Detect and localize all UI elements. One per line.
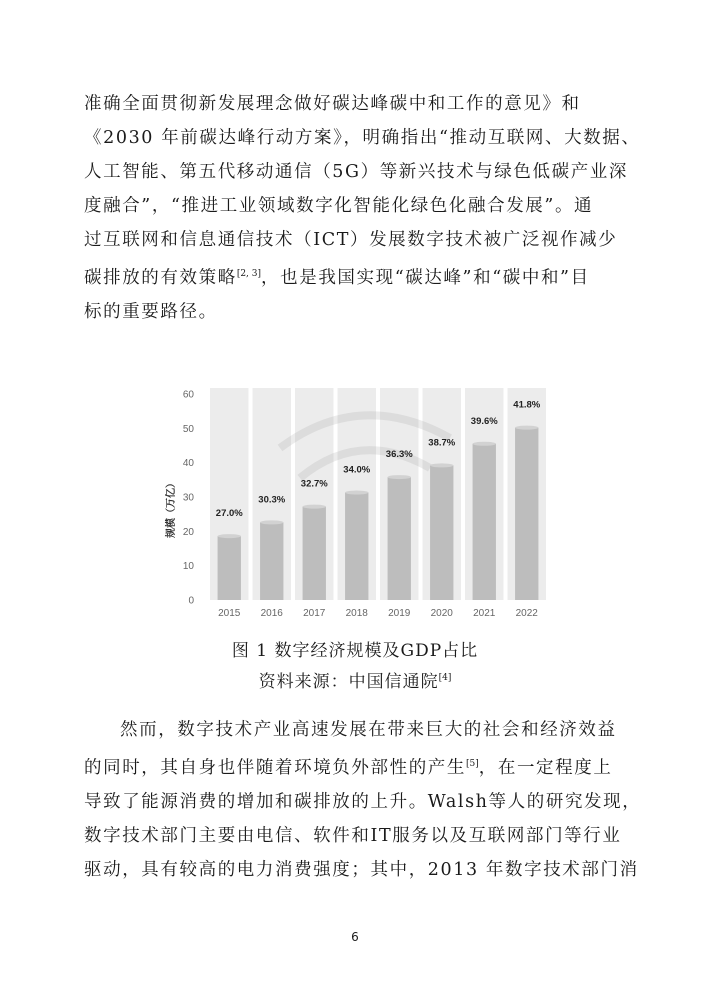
page-number: 6 <box>351 930 359 944</box>
bar-2018 <box>345 493 368 600</box>
share-label-2019: 36.3% <box>385 449 413 461</box>
bar-2020 <box>430 465 453 600</box>
bar-2021 <box>473 444 496 600</box>
y-tick-label: 60 <box>182 389 194 401</box>
y-tick-label: 10 <box>182 561 194 573</box>
share-label-2022: 41.8% <box>513 399 541 411</box>
text-line: 导致了能源消费的增加和碳排放的上升。Walsh等人的研究发现， <box>84 792 642 812</box>
x-tick-label: 2021 <box>473 608 496 619</box>
citation-ref[interactable]: [4] <box>438 673 452 683</box>
text-line: 碳排放的有效策略[2, 3]，也是我国实现“碳达峰”和“碳中和”目 <box>84 268 590 288</box>
text-line: 度融合”，“推进工业领域数字化智能化绿色化融合发展”。通 <box>84 196 594 216</box>
text-line: 标的重要路径。 <box>84 302 218 322</box>
figure-source: 资料来源：中国信通院[4] <box>258 672 452 692</box>
paragraph-1 <box>84 87 641 329</box>
bar-2019 <box>388 477 411 600</box>
bar-top <box>260 520 283 524</box>
bar-top <box>473 442 496 446</box>
bar-top <box>388 475 411 479</box>
citation-ref[interactable]: [5] <box>466 759 479 769</box>
bar-top <box>515 426 538 430</box>
x-tick-label: 2016 <box>260 608 283 619</box>
bar-top <box>218 534 241 538</box>
text-line: 《2030 年前碳达峰行动方案》，明确指出“推动互联网、大数据、 <box>84 128 641 148</box>
text-line: 的同时，其自身也伴随着环境负外部性的产生[5]，在一定程度上 <box>84 758 613 778</box>
share-label-2016: 30.3% <box>258 494 286 506</box>
bar-2022 <box>515 428 538 600</box>
text-line: 准确全面贯彻新发展理念做好碳达峰碳中和工作的意见》和 <box>84 94 581 114</box>
digital-economy-bar-chart <box>160 368 560 626</box>
x-tick-label: 2015 <box>218 608 241 619</box>
y-tick-label: 50 <box>182 423 194 435</box>
citation-ref[interactable]: [2, 3] <box>236 269 262 279</box>
paragraph-2 <box>84 713 642 887</box>
bar-2016 <box>260 522 283 600</box>
text-line: 人工智能、第五代移动通信（5G）等新兴技术与绿色低碳产业深 <box>84 162 629 182</box>
y-tick-label: 40 <box>182 458 194 470</box>
y-tick-label: 20 <box>182 526 194 538</box>
bar-2017 <box>303 507 326 600</box>
x-tick-label: 2020 <box>430 608 453 619</box>
share-label-2018: 34.0% <box>343 464 371 476</box>
share-label-2017: 32.7% <box>300 478 328 490</box>
bar-top <box>345 491 368 495</box>
text-line: 数字技术部门主要由电信、软件和IT服务以及互联网部门等行业 <box>84 826 622 846</box>
bar-top <box>430 463 453 467</box>
text-line: 然而，数字技术产业高速发展在带来巨大的社会和经济效益 <box>120 720 617 740</box>
bar-top <box>303 505 326 509</box>
x-tick-label: 2017 <box>303 608 326 619</box>
text-line: 驱动，具有较高的电力消费强度；其中，2013 年数字技术部门消 <box>84 860 639 880</box>
share-label-2020: 38.7% <box>428 437 456 449</box>
figure-caption: 图 1 数字经济规模及GDP占比 <box>231 641 479 661</box>
x-tick-label: 2018 <box>345 608 368 619</box>
share-label-2015: 27.0% <box>215 508 243 520</box>
x-tick-label: 2019 <box>388 608 411 619</box>
y-axis <box>183 390 195 607</box>
y-tick-label: 0 <box>188 595 194 607</box>
share-label-2021: 39.6% <box>470 415 498 427</box>
y-axis-label: 规模（万亿） <box>166 478 177 538</box>
text-line: 过互联网和信息通信技术（ICT）发展数字技术被广泛视作减少 <box>84 230 618 250</box>
x-axis <box>218 608 538 619</box>
x-tick-label: 2022 <box>515 608 538 619</box>
y-tick-label: 30 <box>182 492 194 504</box>
bar-2015 <box>218 536 241 600</box>
